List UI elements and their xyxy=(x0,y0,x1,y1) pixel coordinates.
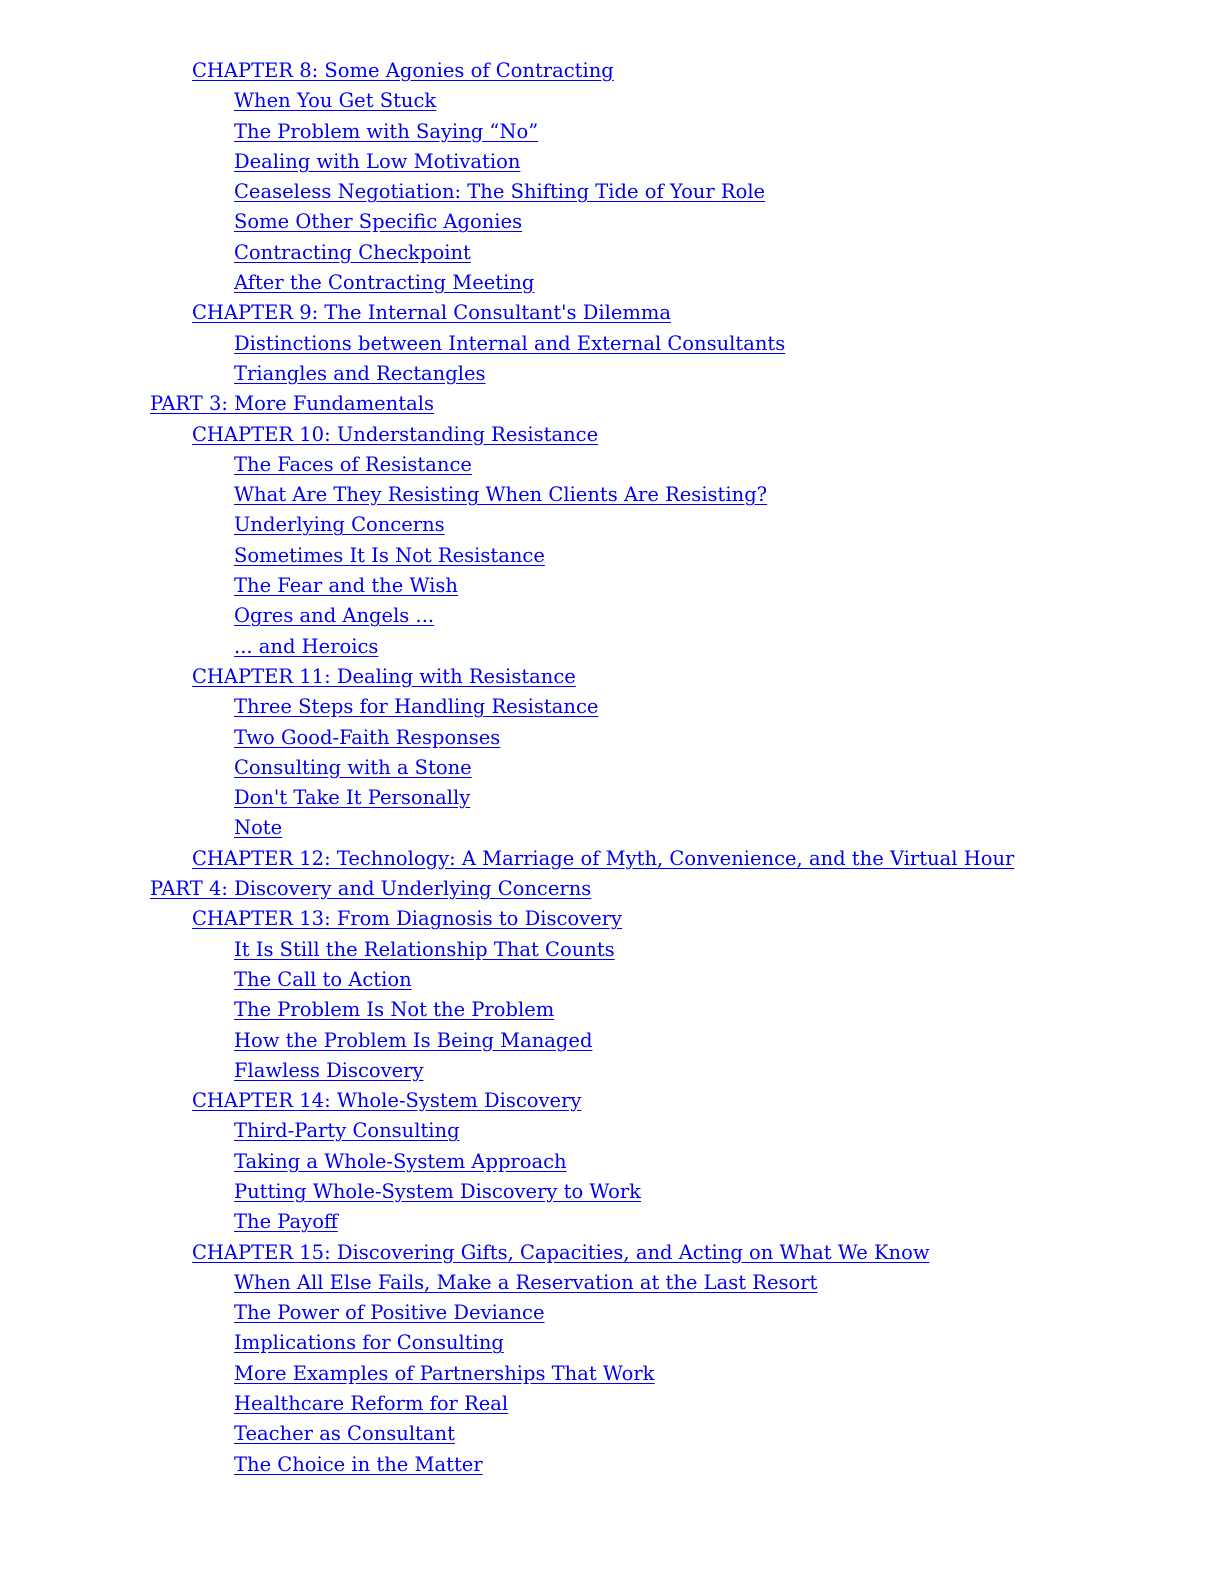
toc-entry xyxy=(0,813,1224,843)
toc-entry xyxy=(0,1238,1224,1268)
toc-section-link[interactable]: Ogres and Angels ... xyxy=(234,604,435,628)
toc-entry xyxy=(0,692,1224,722)
toc-entry xyxy=(0,783,1224,813)
toc-chapter-link[interactable]: CHAPTER 15: Discovering Gifts, Capacities, and Acting on What We Know xyxy=(192,1240,930,1264)
toc-section-link[interactable]: Ceaseless Negotiation: The Shifting Tide of Your Role xyxy=(234,180,766,204)
toc-section-link[interactable]: Consulting with a Stone xyxy=(234,755,472,779)
toc-entry xyxy=(0,1026,1224,1056)
toc-section-link[interactable]: When You Get Stuck xyxy=(234,89,437,113)
toc-entry xyxy=(0,1389,1224,1419)
toc-chapter-link[interactable]: CHAPTER 11: Dealing with Resistance xyxy=(192,664,576,688)
toc-section-link[interactable]: More Examples of Partnerships That Work xyxy=(234,1361,655,1385)
toc-section-link[interactable]: The Call to Action xyxy=(234,967,412,991)
toc-section-link[interactable]: Dealing with Low Motivation xyxy=(234,149,521,173)
toc-entry xyxy=(0,995,1224,1025)
toc-entry xyxy=(0,359,1224,389)
table-of-contents xyxy=(0,56,1224,1480)
toc-section-link[interactable]: It Is Still the Relationship That Counts xyxy=(234,937,615,961)
toc-section-link[interactable]: Some Other Specific Agonies xyxy=(234,210,523,234)
toc-section-link[interactable]: Putting Whole-System Discovery to Work xyxy=(234,1179,641,1203)
toc-chapter-link[interactable]: CHAPTER 8: Some Agonies of Contracting xyxy=(192,59,614,82)
toc-section-link[interactable]: The Power of Positive Deviance xyxy=(234,1301,545,1325)
toc-entry xyxy=(0,1086,1224,1116)
toc-entry xyxy=(0,450,1224,480)
toc-entry xyxy=(0,1359,1224,1389)
toc-entry xyxy=(0,1419,1224,1449)
toc-entry xyxy=(0,147,1224,177)
toc-part-link[interactable]: PART 4: Discovery and Underlying Concerns xyxy=(150,877,592,901)
toc-section-link[interactable]: Taking a Whole-System Approach xyxy=(234,1149,567,1173)
toc-section-link[interactable]: Third-Party Consulting xyxy=(234,1119,460,1143)
toc-entry xyxy=(0,571,1224,601)
toc-section-link[interactable]: Note xyxy=(234,816,283,840)
toc-section-link[interactable]: Underlying Concerns xyxy=(234,513,445,537)
toc-entry xyxy=(0,86,1224,116)
toc-entry xyxy=(0,1116,1224,1146)
toc-entry xyxy=(0,329,1224,359)
toc-entry xyxy=(0,632,1224,662)
toc-entry xyxy=(0,238,1224,268)
toc-section-link[interactable]: Sometimes It Is Not Resistance xyxy=(234,543,545,567)
toc-entry xyxy=(0,541,1224,571)
toc-section-link[interactable]: Distinctions between Internal and External Consultants xyxy=(234,331,786,355)
toc-entry xyxy=(0,753,1224,783)
toc-entry xyxy=(0,935,1224,965)
toc-section-link[interactable]: How the Problem Is Being Managed xyxy=(234,1028,593,1052)
toc-section-link[interactable]: Triangles and Rectangles xyxy=(234,361,486,385)
toc-section-link[interactable]: Healthcare Reform for Real xyxy=(234,1392,509,1416)
toc-chapter-link[interactable]: CHAPTER 14: Whole-System Discovery xyxy=(192,1089,582,1113)
toc-entry xyxy=(0,601,1224,631)
toc-section-link[interactable]: ... and Heroics xyxy=(234,634,379,658)
toc-section-link[interactable]: What Are They Resisting When Clients Are Resisting? xyxy=(234,483,768,507)
toc-entry xyxy=(0,177,1224,207)
toc-chapter-link[interactable]: CHAPTER 13: From Diagnosis to Discovery xyxy=(192,907,623,931)
toc-entry xyxy=(0,844,1224,874)
toc-section-link[interactable]: The Payoff xyxy=(234,1210,338,1234)
toc-entry xyxy=(0,1450,1224,1480)
toc-part-link[interactable]: PART 3: More Fundamentals xyxy=(150,392,434,416)
toc-entry xyxy=(0,1207,1224,1237)
toc-entry xyxy=(0,1328,1224,1358)
toc-section-link[interactable]: Two Good-Faith Responses xyxy=(234,725,501,749)
toc-entry xyxy=(0,480,1224,510)
toc-section-link[interactable]: The Choice in the Matter xyxy=(234,1452,483,1476)
toc-section-link[interactable]: Three Steps for Handling Resistance xyxy=(234,695,599,719)
toc-section-link[interactable]: After the Contracting Meeting xyxy=(234,271,535,295)
toc-section-link[interactable]: Contracting Checkpoint xyxy=(234,240,471,264)
toc-section-link[interactable]: The Problem with Saying “No” xyxy=(234,119,539,143)
toc-section-link[interactable]: Implications for Consulting xyxy=(234,1331,504,1355)
toc-section-link[interactable]: The Faces of Resistance xyxy=(234,452,472,476)
toc-chapter-link[interactable]: CHAPTER 10: Understanding Resistance xyxy=(192,422,599,446)
toc-entry xyxy=(0,298,1224,328)
toc-entry xyxy=(0,1268,1224,1298)
toc-entry xyxy=(0,1056,1224,1086)
toc-section-link[interactable]: The Fear and the Wish xyxy=(234,574,458,598)
toc-entry xyxy=(0,904,1224,934)
toc-entry xyxy=(0,420,1224,450)
toc-entry xyxy=(0,268,1224,298)
toc-entry xyxy=(0,1177,1224,1207)
toc-entry xyxy=(0,662,1224,692)
toc-entry xyxy=(0,1147,1224,1177)
toc-section-link[interactable]: Don't Take It Personally xyxy=(234,786,471,810)
toc-entry xyxy=(0,117,1224,147)
toc-entry xyxy=(0,207,1224,237)
toc-entry xyxy=(0,874,1224,904)
toc-section-link[interactable]: Flawless Discovery xyxy=(234,1058,424,1082)
toc-entry xyxy=(0,723,1224,753)
toc-section-link[interactable]: When All Else Fails, Make a Reservation at the Last Resort xyxy=(234,1270,818,1294)
toc-entry xyxy=(0,965,1224,995)
toc-entry xyxy=(0,510,1224,540)
toc-entry xyxy=(0,389,1224,419)
toc-entry xyxy=(0,56,1224,86)
toc-entry xyxy=(0,1298,1224,1328)
toc-chapter-link[interactable]: CHAPTER 9: The Internal Consultant's Dilemma xyxy=(192,301,672,325)
toc-section-link[interactable]: The Problem Is Not the Problem xyxy=(234,998,555,1022)
toc-section-link[interactable]: Teacher as Consultant xyxy=(234,1422,455,1446)
toc-chapter-link[interactable]: CHAPTER 12: Technology: A Marriage of Myth, Convenience, and the Virtual Hour xyxy=(192,846,1015,870)
